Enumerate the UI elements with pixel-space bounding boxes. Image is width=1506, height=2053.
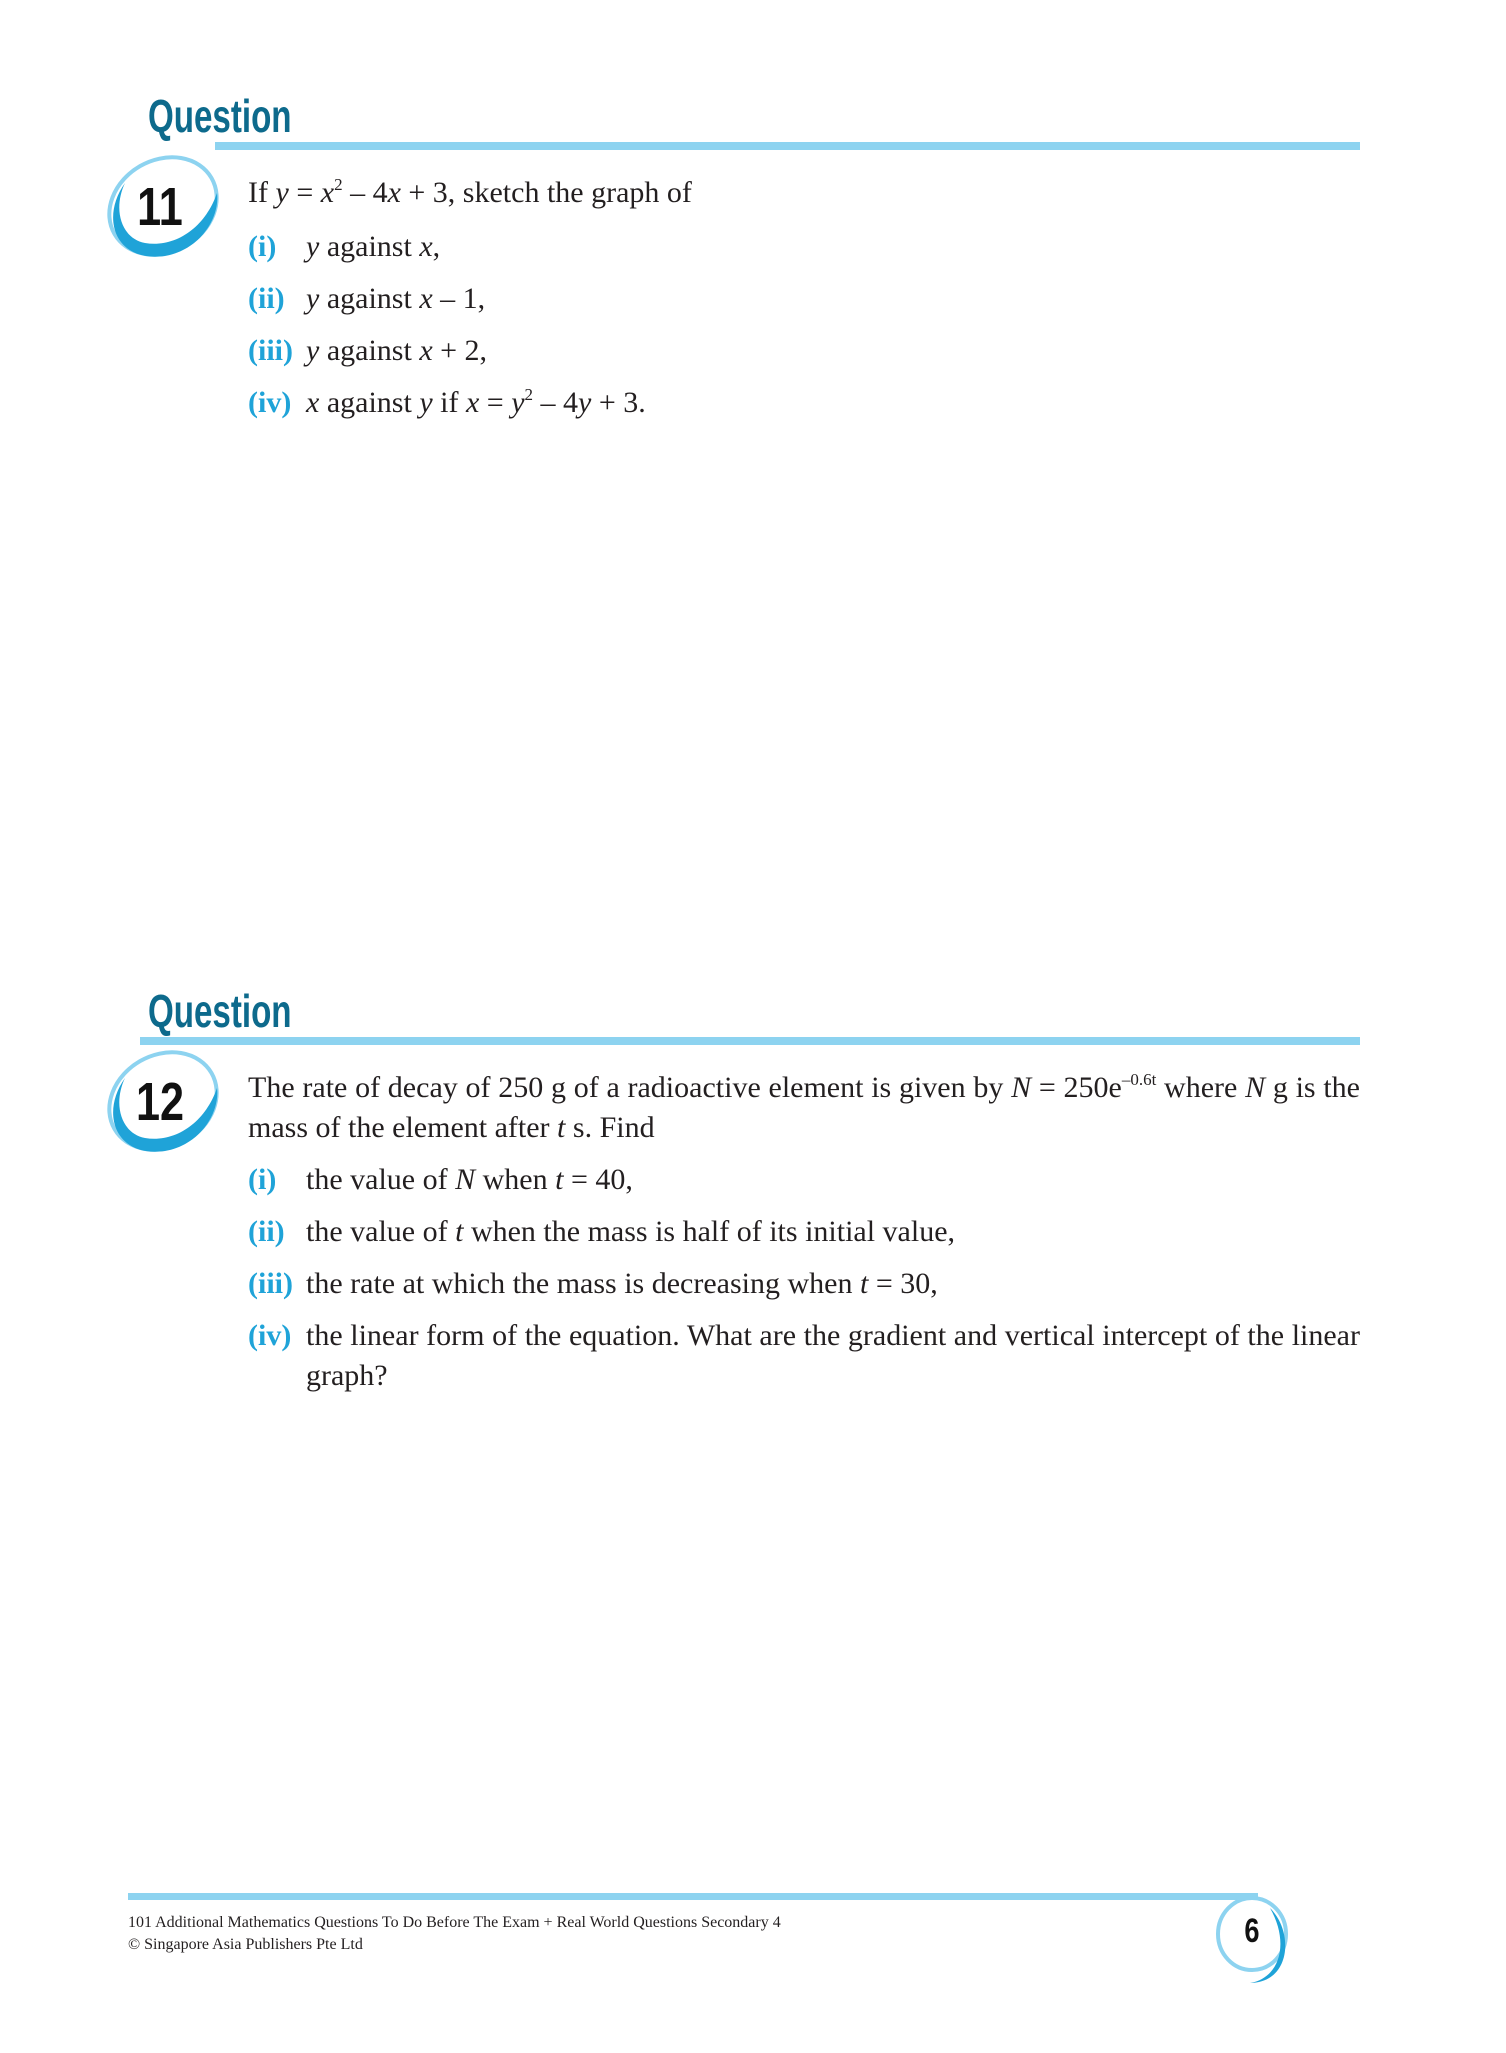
item-label: (iv) [248,386,292,419]
text-segment: – 1, [432,282,486,315]
math-variable: x [306,386,320,419]
text-segment: + 2, [432,334,488,367]
question-number: 12 [135,1072,185,1132]
sub-question [248,1160,1360,1200]
math-variable: y [306,230,320,263]
math-variable: t [557,1111,566,1144]
item-label: (i) [248,230,277,263]
question-heading: Question [148,90,292,142]
superscript: –0.6t [1121,1070,1157,1089]
item-label: (ii) [248,282,285,315]
text-segment: g is the mass of the element after [248,1071,1360,1144]
heading-rule [215,142,1360,150]
math-variable: y [306,282,320,315]
item-text [306,227,1360,267]
text-segment: If [248,176,276,209]
math-variable: t [555,1163,564,1196]
footer-rule [128,1893,1258,1900]
math-variable: y [275,176,289,209]
question-number: 11 [137,177,183,237]
page-number: 6 [1244,1912,1260,1950]
math-variable: y [578,386,592,419]
text-segment: against [319,334,420,367]
sub-question [248,1316,1360,1396]
math-variable: x [320,176,335,209]
text-segment: s. Find [565,1111,655,1144]
math-variable: y [511,386,525,419]
math-variable: y [306,334,320,367]
text-segment: the rate at which the mass is decreasing when [306,1267,860,1300]
sub-question [248,279,1360,319]
question-number-badge [95,1043,225,1163]
item-label: (iii) [248,1267,293,1300]
item-text [306,1264,1360,1304]
text-segment: – 4 [342,176,388,209]
item-text [306,1160,1360,1200]
item-label: (iv) [248,1319,292,1352]
question-stem [248,173,1360,213]
text-segment: against [319,386,420,419]
text-segment: if [432,386,466,419]
sub-question [248,331,1360,371]
text-segment: , [432,230,441,263]
text-segment: + 3. [591,386,646,419]
math-variable: x [419,230,433,263]
math-variable: t [455,1215,464,1248]
text-segment: the value of [306,1215,456,1248]
text-segment: The rate of decay of 250 g of a radioactive element is given by [248,1071,1012,1104]
item-text [306,1212,1360,1252]
math-variable: N [1011,1071,1032,1104]
text-segment: when the mass is half of its initial value, [463,1215,956,1248]
item-label: (i) [248,1163,277,1196]
math-variable: x [419,282,433,315]
question-stem [248,1068,1360,1148]
sub-question [248,1212,1360,1252]
item-text [306,1316,1360,1396]
sub-question [248,1264,1360,1304]
superscript: 2 [334,175,343,194]
question-number-badge [95,148,225,268]
page-number-badge [1210,1888,1300,1988]
text-segment: where [1156,1071,1246,1104]
item-label: (iii) [248,334,293,367]
text-segment: = 250e [1031,1071,1122,1104]
superscript: 2 [524,385,534,404]
math-variable: x [465,386,480,419]
math-variable: x [387,176,401,209]
item-label: (ii) [248,1215,285,1248]
text-segment: = 30, [868,1267,938,1300]
text-segment: = [288,176,321,209]
text-segment: the linear form of the equation. What are the gradient and vertical intercept of the linear graph? [306,1319,1360,1392]
book-title: 101 Additional Mathematics Questions To Do Before The Exam + Real World Questions Secondary 4 [128,1914,781,1931]
text-segment: = 40, [563,1163,633,1196]
item-text [306,279,1360,319]
text-segment: when [475,1163,556,1196]
item-text [306,331,1360,371]
question-heading: Question [148,985,292,1037]
text-segment: = [479,386,512,419]
text-segment: against [319,282,420,315]
math-variable: N [455,1163,476,1196]
text-segment: – 4 [533,386,579,419]
sub-question [248,227,1360,267]
heading-rule [140,1037,1360,1045]
text-segment: + 3, sketch the graph of [400,176,692,209]
math-variable: x [419,334,433,367]
text-segment: against [319,230,420,263]
math-variable: y [419,386,433,419]
item-text [306,383,1360,423]
sub-question [248,383,1360,423]
math-variable: t [859,1267,869,1300]
math-variable: N [1245,1071,1266,1104]
copyright: © Singapore Asia Publishers Pte Ltd [128,1936,363,1953]
text-segment: the value of [306,1163,456,1196]
